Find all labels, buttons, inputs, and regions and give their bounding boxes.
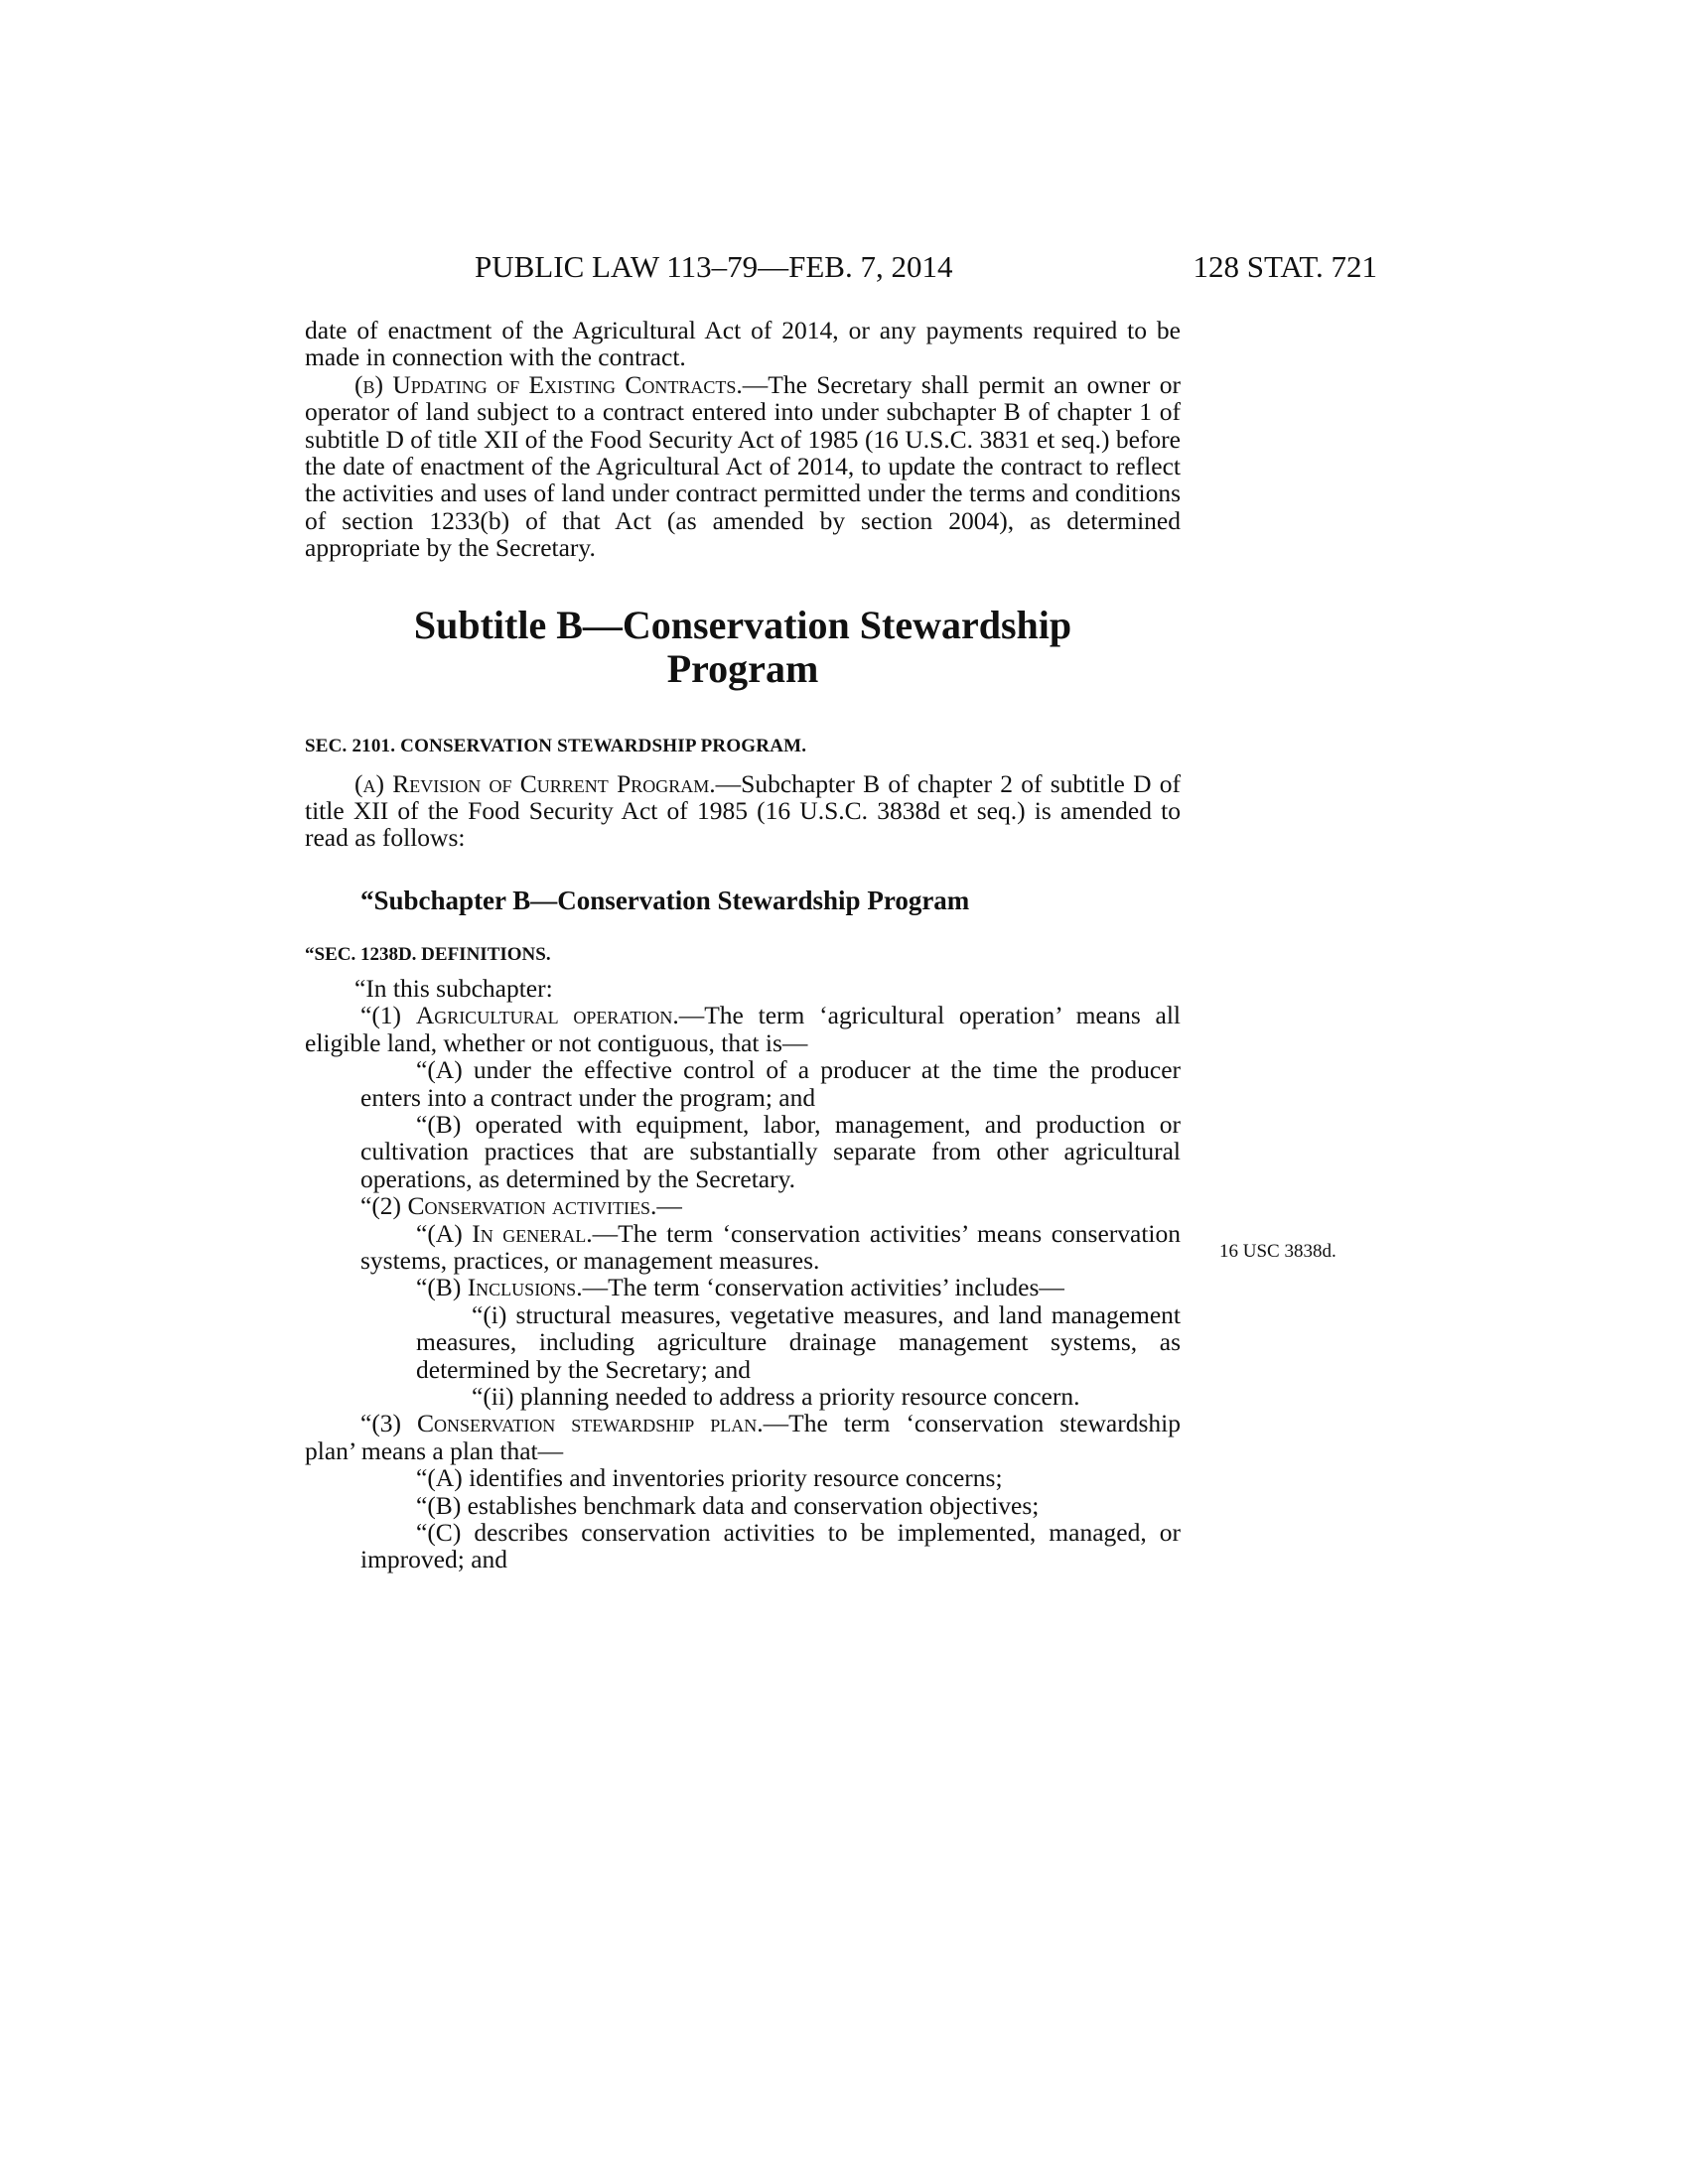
definition-2-b-ii: “(ii) planning needed to address a priority resource concern.	[472, 1381, 1080, 1411]
definition-1-a: “(A) under the effective control of a producer at the time the producer enters into a contract under the program; and	[360, 1055, 1181, 1112]
item-number: “(A)	[416, 1218, 473, 1248]
item-number: “(1)	[360, 1001, 416, 1030]
definition-3-c: “(C) describes conservation activities to be implemented, managed, or improved; and	[360, 1518, 1181, 1574]
definition-conservation-stewardship-plan	[305, 1410, 1181, 1464]
definitions-intro: “In this subchapter:	[354, 973, 553, 1003]
document-body	[305, 317, 1181, 1573]
item-text: —The term ‘conservation stewardship plan’ means a plan that—	[305, 1409, 1182, 1465]
item-heading: Conservation stewardship plan.	[417, 1409, 764, 1438]
item-dash: —	[656, 1191, 682, 1221]
definition-2-b	[305, 1274, 1181, 1300]
item-heading: In general.	[472, 1218, 593, 1248]
item-heading: Inclusions.	[467, 1273, 583, 1302]
subtitle-line-2: Program	[666, 645, 819, 691]
subtitle-line-1: Subtitle B—Conservation Stewardship	[413, 602, 1072, 647]
paragraph-updating-contracts	[305, 371, 1181, 562]
definition-conservation-activities	[305, 1192, 1181, 1219]
subchapter-heading: “Subchapter B—Conservation Stewardship Program	[360, 885, 970, 915]
paragraph-heading: (a) Revision of Current Program.	[354, 768, 716, 798]
section-heading: SEC. 2101. CONSERVATION STEWARDSHIP PROGRAM.	[305, 735, 807, 756]
item-number: “(2)	[360, 1191, 408, 1221]
definition-agricultural-operation	[305, 1002, 1181, 1056]
item-text: —The term ‘conservation activities’ includes—	[582, 1273, 1064, 1302]
item-heading: Conservation activities.	[407, 1191, 657, 1221]
paragraph-text: —Subchapter B of chapter 2 of subtitle D of title XII of the Food Security Act of 1985 (16 U.S.C. 3838d et seq.) is amended to read as follows:	[305, 768, 1181, 853]
definition-1-b: “(B) operated with equipment, labor, management, and production or cultivation practices that are substantially separate from other agricultural operations, as determined by the Secretary.	[360, 1109, 1181, 1193]
paragraph-revision	[305, 770, 1181, 852]
margin-citation-note: 16 USC 3838d.	[1219, 1241, 1336, 1262]
definition-2-a	[305, 1220, 1181, 1275]
paragraph-heading: (b) Updating of Existing Contracts.	[354, 369, 743, 399]
item-text: —The term ‘agricultural operation’ means all eligible land, whether or not contiguous, that is—	[305, 1001, 1181, 1057]
definition-2-b-i: “(i) structural measures, vegetative measures, and land management measures, including agriculture drainage management systems, as determined by the Secretary; and	[416, 1299, 1181, 1384]
paragraph-text: —The Secretary shall permit an owner or operator of land subject to a contract entered into under subchapter B of chapter 1 of subtitle D of title XII of the Food Security Act of 1985 (16 U.S.C. 3831 et seq.) before the date of enactment of the Agricultural Act of 2014, to update the contract to reflect the activities and uses of land under contract permitted under the terms and conditions of section 1233(b) of that Act (as amended by section 2004), as determined appropriate by the Secretary.	[305, 369, 1181, 563]
item-text: —The term ‘conservation activities’ means conservation systems, practices, or management measures.	[360, 1218, 1182, 1275]
header-title: PUBLIC LAW 113–79—FEB. 7, 2014	[475, 249, 953, 284]
definition-3-b: “(B) establishes benchmark data and conservation objectives;	[416, 1490, 1040, 1520]
paragraph-continuation: date of enactment of the Agricultural Act of 2014, or any payments required to be made in connection with the contract.	[305, 316, 1181, 372]
item-number: “(3)	[360, 1409, 418, 1438]
definition-3-a: “(A) identifies and inventories priority resource concerns;	[416, 1463, 1003, 1493]
subtitle-heading	[305, 604, 1181, 691]
item-heading: Agricultural operation.	[415, 1001, 679, 1030]
definitions-heading: “SEC. 1238D. DEFINITIONS.	[305, 943, 551, 965]
page-number: 128 STAT. 721	[1193, 249, 1377, 284]
running-header	[0, 249, 1688, 293]
item-number: “(B)	[416, 1273, 468, 1302]
